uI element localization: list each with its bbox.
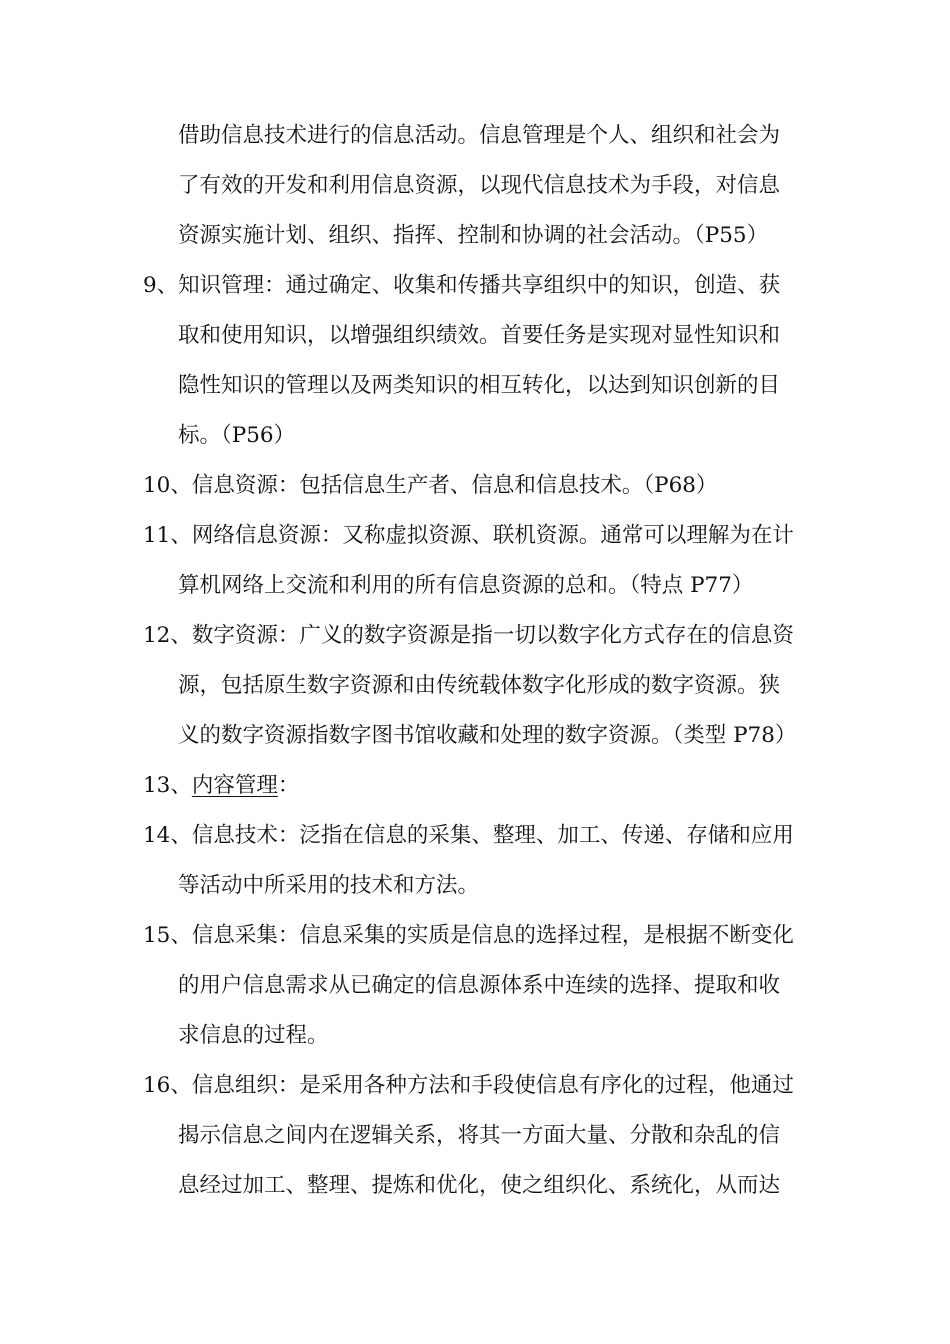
text-line: 借助信息技术进行的信息活动。信息管理是个人、组织和社会为 (178, 123, 781, 148)
text-line: 取和使用知识，以增强组织绩效。首要任务是实现对显性知识和 (178, 323, 781, 348)
text-line: 等活动中所采用的技术和方法。 (178, 873, 480, 898)
item-colon: ： (277, 773, 300, 798)
text-line: 标。（P56） (178, 423, 296, 448)
text-line: 源，包括原生数字资源和由传统载体数字化形成的数字资源。狭 (178, 673, 781, 698)
text-line: 义的数字资源指数字图书馆收藏和处理的数字资源。（类型 P78） (178, 723, 797, 748)
list-item-13 (143, 771, 299, 801)
item-number: 13、 (143, 773, 192, 798)
text-line: 隐性知识的管理以及两类知识的相互转化，以达到知识创新的目 (178, 373, 781, 398)
list-item-12: 12、数字资源：广义的数字资源是指一切以数字化方式存在的信息资 (143, 623, 794, 648)
text-line: 了有效的开发和利用信息资源，以现代信息技术为手段，对信息 (178, 173, 781, 198)
list-item-16: 16、信息组织：是采用各种方法和手段使信息有序化的过程，他通过 (143, 1073, 794, 1098)
text-line: 算机网络上交流和利用的所有信息资源的总和。（特点 P77） (178, 573, 754, 598)
list-item-15: 15、信息采集：信息采集的实质是信息的选择过程，是根据不断变化 (143, 923, 794, 948)
list-item-9: 9、知识管理：通过确定、收集和传播共享组织中的知识，创造、获 (143, 273, 781, 298)
text-line: 资源实施计划、组织、指挥、控制和协调的社会活动。（P55） (178, 223, 769, 248)
list-item-10: 10、信息资源：包括信息生产者、信息和信息技术。（P68） (143, 473, 718, 498)
text-line: 求信息的过程。 (178, 1023, 329, 1048)
underlined-term: 内容管理 (191, 773, 278, 798)
text-line: 的用户信息需求从已确定的信息源体系中连续的选择、提取和收 (178, 973, 781, 998)
list-item-11: 11、网络信息资源：又称虚拟资源、联机资源。通常可以理解为在计 (143, 523, 794, 548)
text-line: 揭示信息之间内在逻辑关系，将其一方面大量、分散和杂乱的信 (178, 1123, 781, 1148)
text-line: 息经过加工、整理、提炼和优化，使之组织化、系统化，从而达 (178, 1173, 781, 1198)
list-item-14: 14、信息技术：泛指在信息的采集、整理、加工、传递、存储和应用 (143, 823, 794, 848)
